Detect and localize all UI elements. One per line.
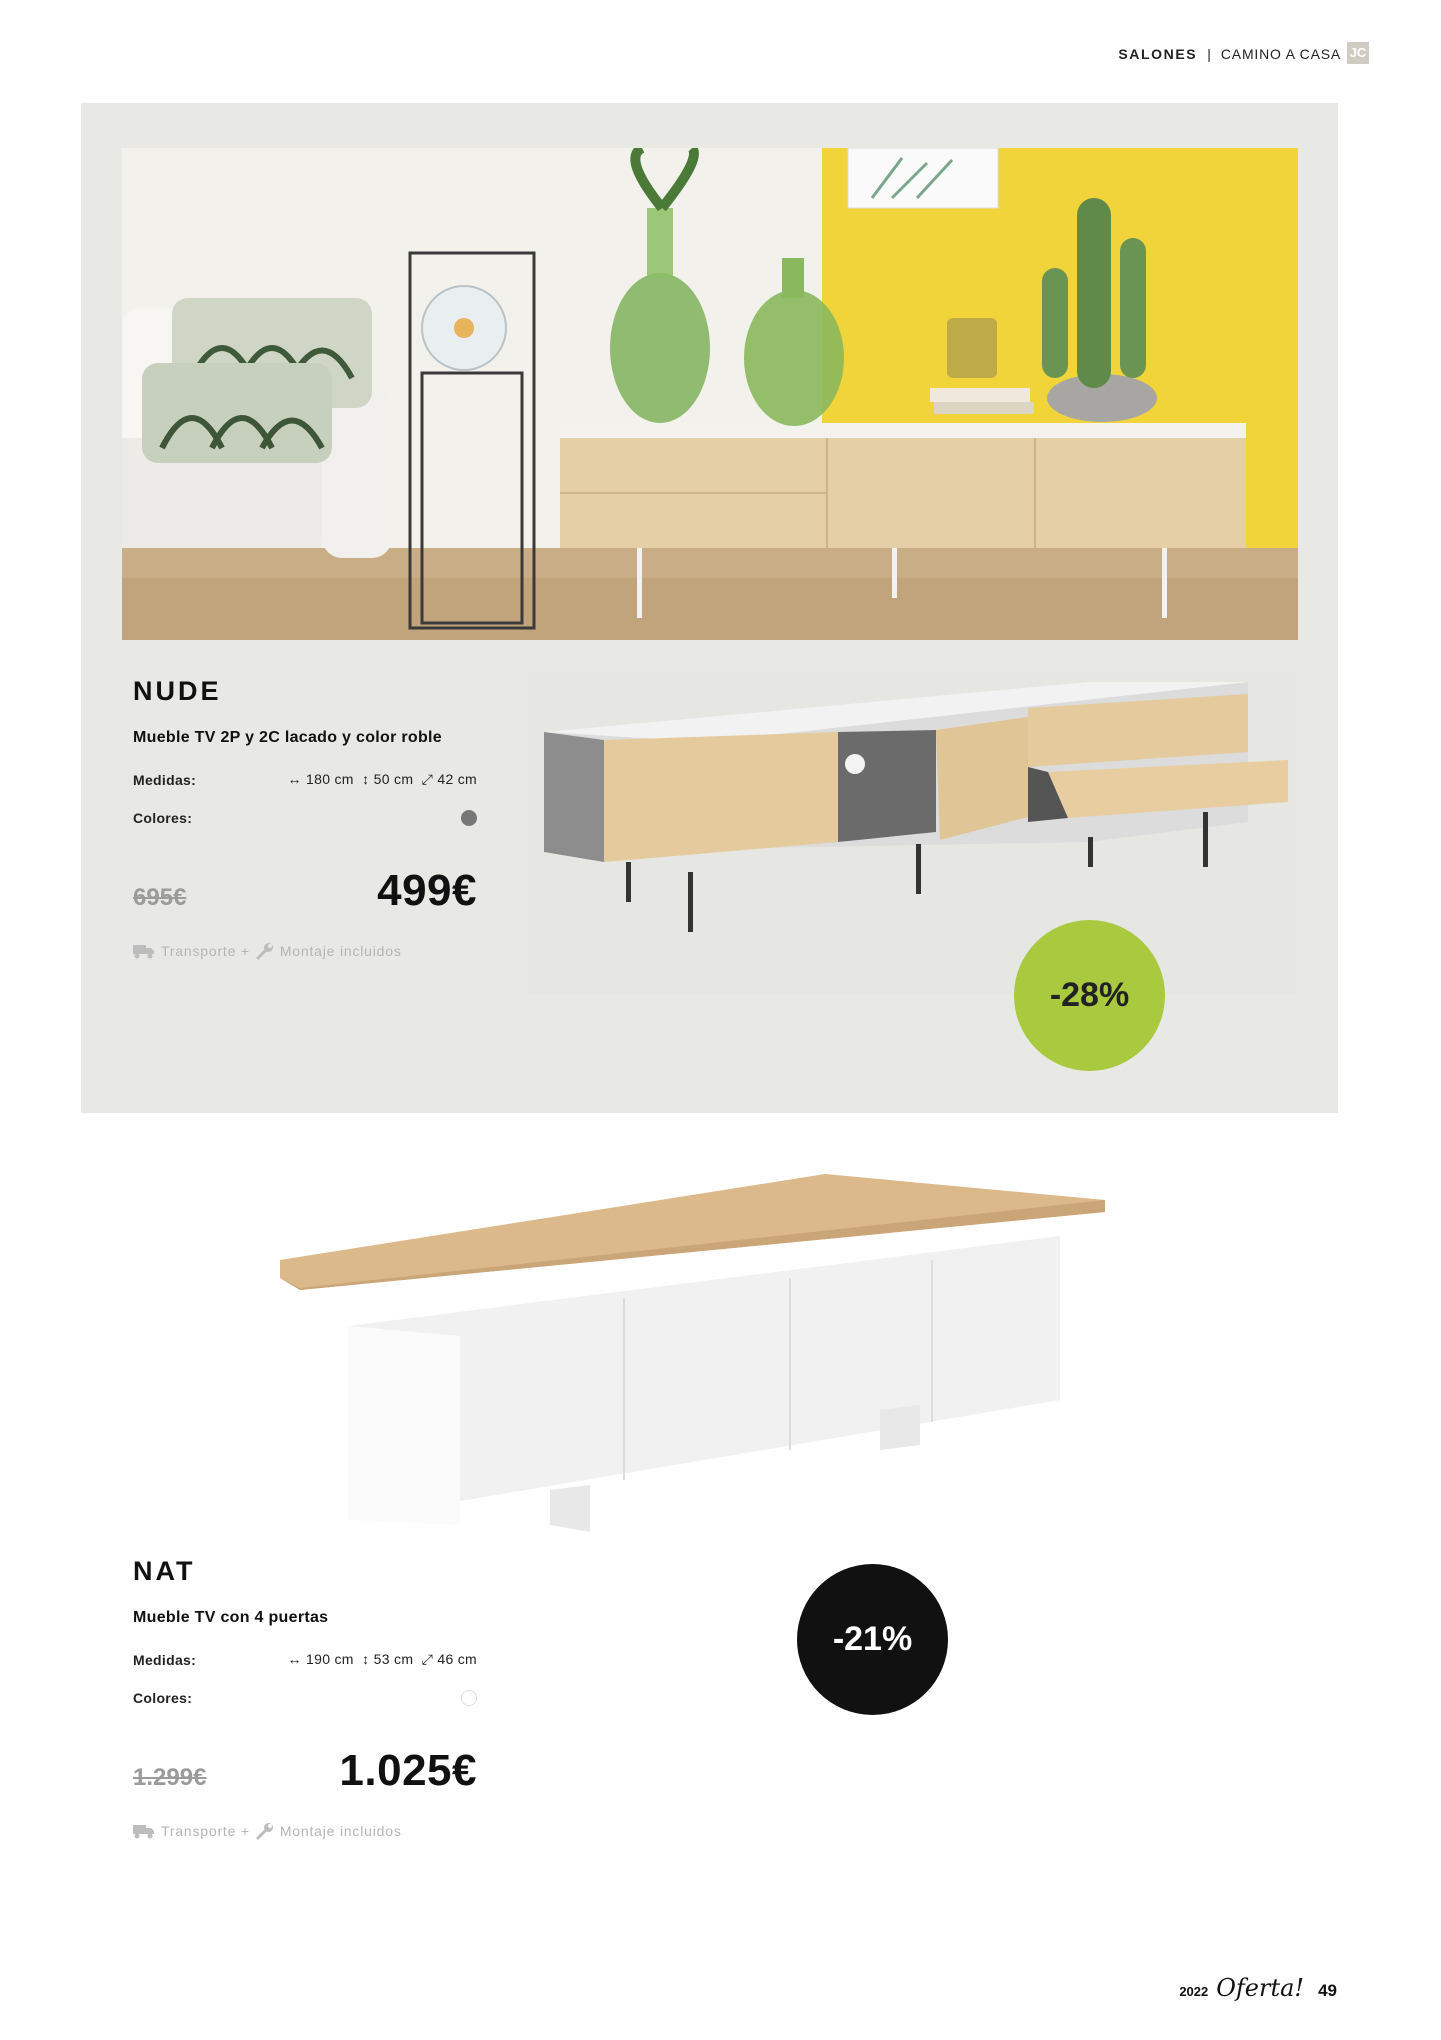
old-price: 1.299€ xyxy=(133,1764,207,1791)
width-value: 190 cm xyxy=(306,1651,354,1667)
discount-badge-nude: -28% xyxy=(1014,920,1165,1071)
assembly-text: Montaje incluidos xyxy=(279,1823,402,1839)
old-price: 695€ xyxy=(133,884,187,911)
width-value: 180 cm xyxy=(306,771,354,787)
product-name: NUDE xyxy=(133,676,222,706)
measures-label: Medidas: xyxy=(133,771,197,788)
product-info-nude xyxy=(133,676,477,960)
product-description: Mueble TV con 4 puertas xyxy=(133,1609,329,1626)
height-arrow-icon: ↕ xyxy=(362,771,370,787)
product-info-nat xyxy=(133,1556,477,1840)
product-name: NAT xyxy=(133,1556,196,1586)
footer-year: 2022 xyxy=(1179,1984,1209,1999)
color-swatch[interactable] xyxy=(461,1690,477,1706)
page-footer xyxy=(1179,1974,1337,2002)
product-description: Mueble TV 2P y 2C lacado y color roble xyxy=(133,729,442,746)
page-number: 49 xyxy=(1318,1981,1337,2000)
width-arrow-icon: ↔ xyxy=(287,1651,302,1667)
truck-icon xyxy=(133,1823,155,1839)
transport-text: Transporte + xyxy=(161,943,250,959)
colors-label: Colores: xyxy=(133,810,193,826)
wrench-icon xyxy=(256,1822,274,1840)
measures-row xyxy=(133,771,477,788)
height-value: 53 cm xyxy=(373,1651,414,1667)
depth-value: 42 cm xyxy=(437,771,477,787)
header-separator: | xyxy=(1207,46,1211,62)
service-info xyxy=(133,942,477,960)
assembly-text: Montaje incluidos xyxy=(279,943,402,959)
height-arrow-icon: ↕ xyxy=(362,1651,370,1667)
page-header xyxy=(1118,45,1367,62)
discount-badge-nat: -21% xyxy=(797,1564,948,1715)
height-value: 50 cm xyxy=(373,771,414,787)
width-arrow-icon: ↔ xyxy=(287,771,302,787)
dimensions xyxy=(288,771,477,788)
measures-label: Medidas: xyxy=(133,1651,197,1668)
transport-text: Transporte + xyxy=(161,1823,250,1839)
price-row xyxy=(133,866,477,916)
measures-row xyxy=(133,1651,477,1668)
section-subtitle: CAMINO A CASA xyxy=(1220,46,1341,62)
colors-row xyxy=(133,1690,477,1706)
new-price: 499€ xyxy=(377,866,477,915)
depth-arrow-icon: ⤢ xyxy=(421,771,434,787)
section-title: SALONES xyxy=(1118,46,1198,62)
dimensions xyxy=(288,1651,477,1668)
colors-label: Colores: xyxy=(133,1690,193,1706)
brand-logo-icon: JC xyxy=(1347,42,1369,64)
color-swatch[interactable] xyxy=(461,810,477,826)
footer-brand: Oferta! xyxy=(1216,1974,1305,2002)
colors-row xyxy=(133,810,477,826)
product-image-nat xyxy=(280,1160,1110,1540)
price-row xyxy=(133,1746,477,1796)
truck-icon xyxy=(133,943,155,959)
product-image-nude xyxy=(528,672,1296,994)
wrench-icon xyxy=(256,942,274,960)
service-info xyxy=(133,1822,477,1840)
depth-arrow-icon: ⤢ xyxy=(421,1651,434,1667)
depth-value: 46 cm xyxy=(437,1651,477,1667)
new-price: 1.025€ xyxy=(339,1746,477,1795)
room-photo xyxy=(122,148,1298,640)
